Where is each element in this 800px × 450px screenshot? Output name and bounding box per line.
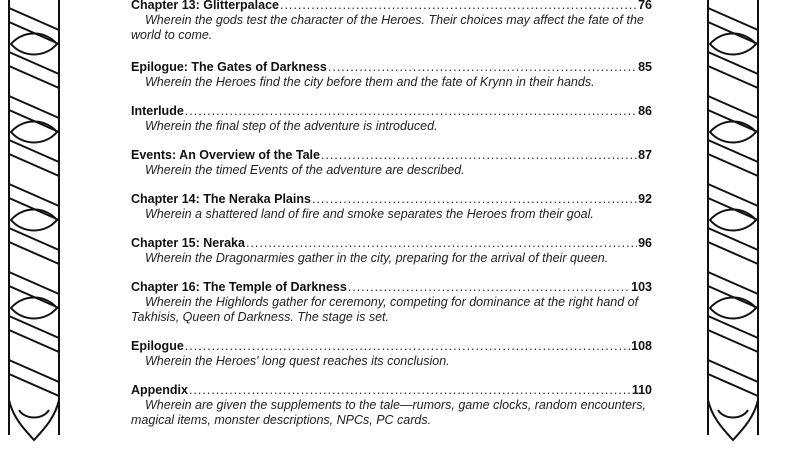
toc-entry-title: Chapter 16: The Temple of Darkness — [131, 280, 347, 294]
table-of-contents — [131, 0, 652, 428]
toc-entry-heading — [131, 60, 652, 74]
toc-entry-title: Chapter 14: The Neraka Plains — [131, 192, 311, 206]
toc-entry-title: Epilogue: The Gates of Darkness — [131, 60, 327, 74]
toc-entry-heading — [131, 383, 652, 397]
toc-entry-appendix[interactable] — [131, 383, 652, 428]
toc-entry-chapter-16[interactable] — [131, 280, 652, 325]
toc-entry-heading — [131, 339, 652, 353]
toc-entry-events[interactable] — [131, 148, 652, 178]
toc-entry-description: Wherein the Heroes find the city before them and the fate of Krynn in their hands. — [145, 75, 595, 89]
toc-entry-page: 86 — [638, 104, 652, 118]
toc-entry-heading — [131, 148, 652, 162]
toc-entry-page: 92 — [638, 192, 652, 206]
toc-entry-page: 103 — [631, 280, 652, 294]
toc-entry-page: 96 — [638, 236, 652, 250]
toc-entry-heading — [131, 236, 652, 250]
dot-leader — [280, 0, 637, 12]
toc-entry-chapter-13[interactable] — [131, 0, 652, 43]
dot-leader — [348, 280, 630, 294]
toc-entry-page: 108 — [631, 339, 652, 353]
dot-leader — [185, 339, 630, 353]
toc-entry-title: Interlude — [131, 104, 184, 118]
toc-entry-description: Wherein the Dragonarmies gather in the city, preparing for the arrival of their queen. — [145, 251, 609, 265]
dot-leader — [246, 236, 637, 250]
toc-entry-page: 87 — [638, 148, 652, 162]
toc-entry-chapter-15[interactable] — [131, 236, 652, 266]
toc-entry-page: 85 — [638, 60, 652, 74]
dot-leader — [328, 60, 637, 74]
toc-entry-epilogue[interactable] — [131, 339, 652, 369]
left-knotwork-border — [3, 0, 65, 450]
toc-entry-description: Wherein the Highlords gather for ceremony, competing for dominance at the right hand of Takhisis, Queen of Darkness. The stage is set. — [131, 295, 639, 324]
toc-entry-description: Wherein the Heroes' long quest reaches its conclusion. — [145, 354, 450, 368]
toc-entry-epilogue-gates[interactable] — [131, 60, 652, 90]
toc-entry-title: Appendix — [131, 383, 188, 397]
toc-entry-description: Wherein the final step of the adventure is introduced. — [145, 119, 438, 133]
toc-entry-title: Epilogue — [131, 339, 184, 353]
toc-entry-page: 110 — [631, 383, 652, 397]
dot-leader — [189, 383, 631, 397]
dot-leader — [321, 148, 637, 162]
dot-leader — [185, 104, 637, 118]
dot-leader — [312, 192, 637, 206]
toc-entry-title: Chapter 13: Glitterpalace — [131, 0, 279, 12]
toc-entry-heading — [131, 104, 652, 118]
toc-entry-page: 76 — [638, 0, 652, 12]
toc-entry-description: Wherein the timed Events of the adventure are described. — [145, 163, 465, 177]
toc-entry-heading — [131, 280, 652, 294]
toc-entry-title: Events: An Overview of the Tale — [131, 148, 320, 162]
toc-entry-description: Wherein are given the supplements to the tale—rumors, game clocks, random encounters, magical items, monster descriptions, NPCs, PC cards. — [131, 398, 646, 427]
toc-entry-interlude[interactable] — [131, 104, 652, 134]
toc-entry-description: Wherein the gods test the character of the Heroes. Their choices may affect the fate of the world to come. — [131, 13, 644, 42]
toc-entry-description: Wherein a shattered land of fire and smoke separates the Heroes from their goal. — [145, 207, 594, 221]
toc-entry-heading — [131, 0, 652, 12]
toc-entry-title: Chapter 15: Neraka — [131, 236, 245, 250]
right-knotwork-border — [702, 0, 764, 450]
toc-entry-heading — [131, 192, 652, 206]
toc-entry-chapter-14[interactable] — [131, 192, 652, 222]
